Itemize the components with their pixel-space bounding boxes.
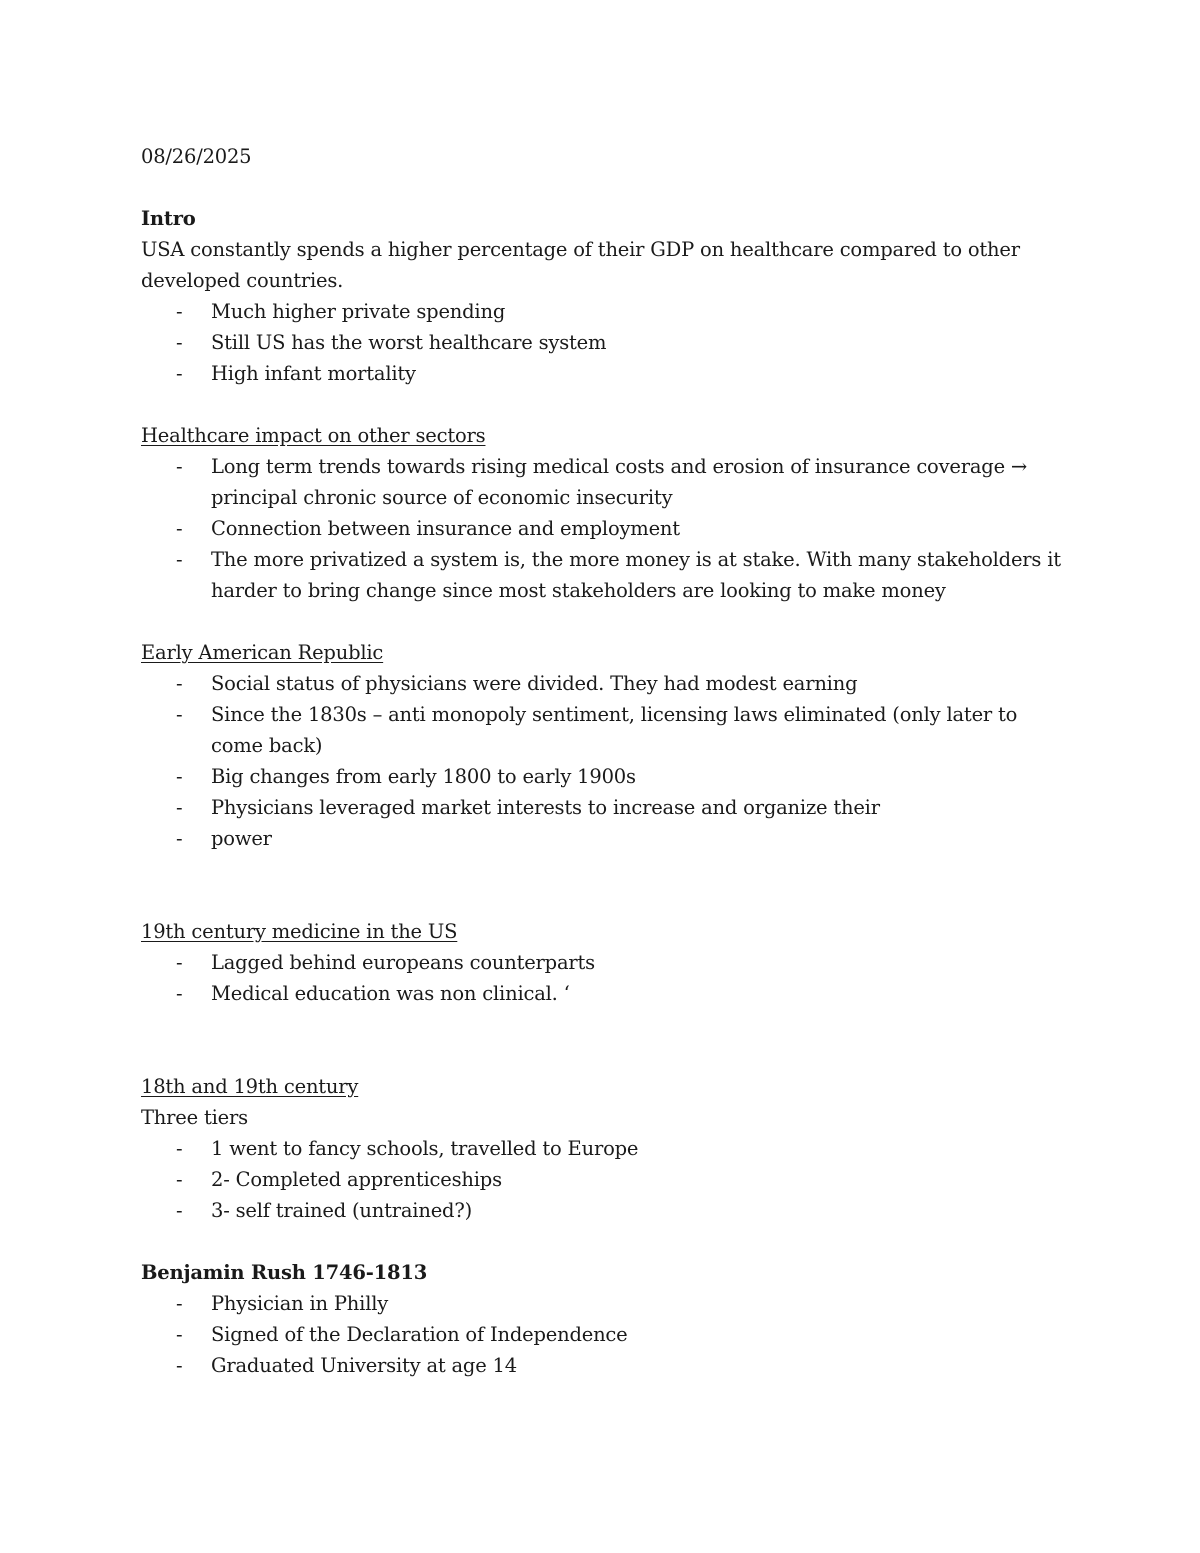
intro-section — [141, 203, 1061, 389]
list-item-text: 1 went to fancy schools, travelled to Europe — [211, 1137, 639, 1160]
rush-heading: Benjamin Rush 1746-1813 — [141, 1261, 428, 1284]
dash-bullet: - — [176, 765, 183, 788]
dash-bullet: - — [176, 548, 183, 571]
rush-section — [141, 1257, 1061, 1381]
list-item — [141, 761, 1061, 792]
dash-bullet: - — [176, 951, 183, 974]
list-item — [141, 327, 1061, 358]
spacer — [141, 854, 1061, 916]
dash-bullet: - — [176, 796, 183, 819]
list-item-text: Connection between insurance and employment — [211, 517, 680, 540]
list-item-text: Signed of the Declaration of Independence — [211, 1323, 628, 1346]
list-item-text: 3- self trained (untrained?) — [211, 1199, 472, 1222]
dash-bullet: - — [176, 982, 183, 1005]
medicine19-list — [141, 947, 1061, 1009]
list-item — [141, 1133, 1061, 1164]
dash-bullet: - — [176, 517, 183, 540]
sectors-list — [141, 451, 1061, 606]
list-item-text: Physician in Philly — [211, 1292, 389, 1315]
list-item-text: Medical education was non clinical. ‘ — [211, 982, 570, 1005]
dash-bullet: - — [176, 1199, 183, 1222]
list-item — [141, 1164, 1061, 1195]
spacer — [141, 389, 1061, 420]
date-line: 08/26/2025 — [141, 145, 252, 168]
century-section — [141, 1071, 1061, 1226]
dash-bullet: - — [176, 362, 183, 385]
dash-bullet: - — [176, 1323, 183, 1346]
republic-list — [141, 668, 1061, 854]
dash-bullet: - — [176, 1137, 183, 1160]
list-item-text: High infant mortality — [211, 362, 416, 385]
list-item — [141, 947, 1061, 978]
list-item-text: Social status of physicians were divided. They had modest earning — [211, 672, 858, 695]
republic-section — [141, 637, 1061, 854]
sectors-section — [141, 420, 1061, 606]
list-item — [141, 358, 1061, 389]
list-item-text: Lagged behind europeans counterparts — [211, 951, 595, 974]
dash-bullet: - — [176, 827, 183, 850]
century-list — [141, 1133, 1061, 1226]
list-item — [141, 792, 1061, 823]
list-item-text: Since the 1830s – anti monopoly sentiment, licensing laws eliminated (only later to come back) — [211, 703, 1018, 757]
intro-paragraph: USA constantly spends a higher percentage of their GDP on healthcare compared to other developed countries. — [141, 238, 1020, 292]
list-item — [141, 699, 1061, 761]
dash-bullet: - — [176, 672, 183, 695]
medicine19-heading: 19th century medicine in the US — [141, 920, 458, 943]
list-item — [141, 544, 1061, 606]
medicine19-section — [141, 916, 1061, 1009]
list-item-text: Physicians leveraged market interests to increase and organize their — [211, 796, 880, 819]
republic-heading: Early American Republic — [141, 641, 384, 664]
list-item — [141, 1350, 1061, 1381]
dash-bullet: - — [176, 1168, 183, 1191]
list-item — [141, 451, 1061, 513]
dash-bullet: - — [176, 1292, 183, 1315]
list-item — [141, 668, 1061, 699]
spacer — [141, 1009, 1061, 1071]
list-item — [141, 1195, 1061, 1226]
dash-bullet: - — [176, 703, 183, 726]
sectors-heading: Healthcare impact on other sectors — [141, 424, 486, 447]
dash-bullet: - — [176, 300, 183, 323]
list-item-text: The more privatized a system is, the more money is at stake. With many stakeholders it harder to bring change since most stakeholders are looking to make money — [211, 548, 1061, 602]
intro-list — [141, 296, 1061, 389]
list-item-text: Big changes from early 1800 to early 1900s — [211, 765, 636, 788]
list-item — [141, 296, 1061, 327]
intro-heading: Intro — [141, 207, 196, 230]
list-item — [141, 513, 1061, 544]
list-item-text: power — [211, 827, 272, 850]
century-subheading: Three tiers — [141, 1106, 248, 1129]
list-item-text: Graduated University at age 14 — [211, 1354, 517, 1377]
list-item-text: 2- Completed apprenticeships — [211, 1168, 502, 1191]
spacer — [141, 1226, 1061, 1257]
spacer — [141, 172, 1061, 203]
list-item — [141, 1319, 1061, 1350]
spacer — [141, 606, 1061, 637]
list-item — [141, 978, 1061, 1009]
document-page — [141, 141, 1061, 1381]
dash-bullet: - — [176, 455, 183, 478]
list-item — [141, 823, 1061, 854]
list-item-text: Still US has the worst healthcare system — [211, 331, 607, 354]
dash-bullet: - — [176, 1354, 183, 1377]
list-item-text: Long term trends towards rising medical costs and erosion of insurance coverage → principal chronic source of economic insecurity — [211, 455, 1028, 509]
rush-list — [141, 1288, 1061, 1381]
list-item-text: Much higher private spending — [211, 300, 506, 323]
dash-bullet: - — [176, 331, 183, 354]
list-item — [141, 1288, 1061, 1319]
century-heading: 18th and 19th century — [141, 1075, 359, 1098]
